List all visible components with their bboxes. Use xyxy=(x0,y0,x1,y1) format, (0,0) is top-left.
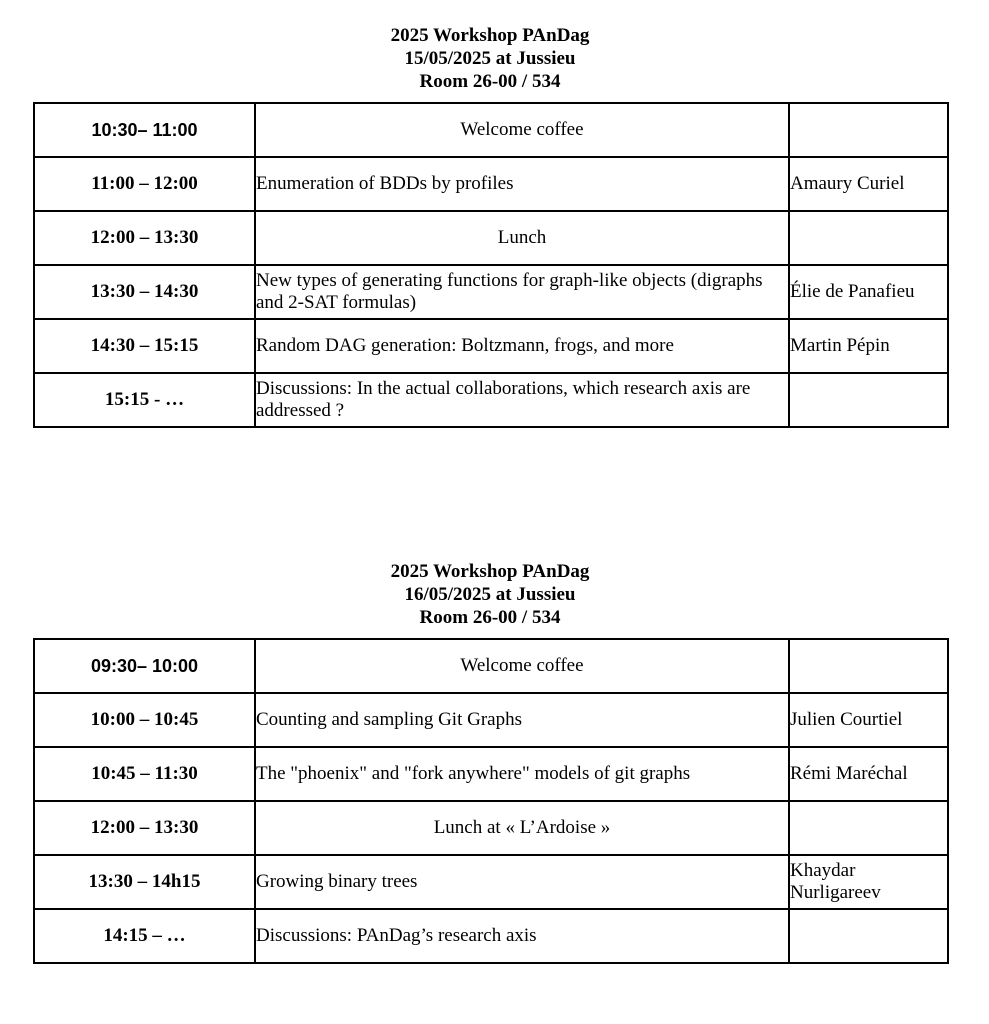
talk-title: Growing binary trees xyxy=(255,855,789,909)
talk-title: Discussions: PAnDag’s research axis xyxy=(255,909,789,963)
speaker-name: Khaydar Nurligareev xyxy=(789,855,948,909)
time-slot: 14:15 – … xyxy=(34,909,255,963)
talk-title: Discussions: In the actual collaborations, which research axis are addressed ? xyxy=(255,373,789,427)
table-row xyxy=(34,319,948,373)
speaker-name xyxy=(789,801,948,855)
time-slot: 10:00 – 10:45 xyxy=(34,693,255,747)
time-slot: 13:30 – 14h15 xyxy=(34,855,255,909)
time-slot: 10:30– 11:00 xyxy=(34,103,255,157)
talk-title: Enumeration of BDDs by profiles xyxy=(255,157,789,211)
speaker-name: Julien Courtiel xyxy=(789,693,948,747)
time-slot: 11:00 – 12:00 xyxy=(34,157,255,211)
schedule-table xyxy=(33,102,949,428)
time-slot: 09:30– 10:00 xyxy=(34,639,255,693)
table-row xyxy=(34,157,948,211)
session-title: Welcome coffee xyxy=(255,639,789,693)
session-title: Lunch at « L’Ardoise » xyxy=(255,801,789,855)
time-slot: 12:00 – 13:30 xyxy=(34,801,255,855)
schedule-heading xyxy=(33,560,947,629)
day-schedule-2 xyxy=(33,560,947,964)
table-row xyxy=(34,801,948,855)
time-slot: 12:00 – 13:30 xyxy=(34,211,255,265)
time-slot: 10:45 – 11:30 xyxy=(34,747,255,801)
table-row xyxy=(34,373,948,427)
table-row xyxy=(34,211,948,265)
speaker-name: Rémi Maréchal xyxy=(789,747,948,801)
speaker-name xyxy=(789,103,948,157)
session-title: Welcome coffee xyxy=(255,103,789,157)
day-schedule-1 xyxy=(33,24,947,428)
schedule-table xyxy=(33,638,949,964)
talk-title: New types of generating functions for graph-like objects (digraphs and 2-SAT formulas) xyxy=(255,265,789,319)
speaker-name: Amaury Curiel xyxy=(789,157,948,211)
speaker-name: Élie de Panafieu xyxy=(789,265,948,319)
schedule-heading xyxy=(33,24,947,93)
table-row xyxy=(34,693,948,747)
speaker-name xyxy=(789,373,948,427)
time-slot: 14:30 – 15:15 xyxy=(34,319,255,373)
workshop-room: Room 26-00 / 534 xyxy=(419,71,561,92)
table-row xyxy=(34,639,948,693)
table-row xyxy=(34,265,948,319)
workshop-room: Room 26-00 / 534 xyxy=(419,607,561,628)
table-row xyxy=(34,909,948,963)
speaker-name xyxy=(789,909,948,963)
workshop-date: 16/05/2025 at Jussieu xyxy=(404,584,576,605)
table-row xyxy=(34,103,948,157)
speaker-name xyxy=(789,639,948,693)
talk-title: Counting and sampling Git Graphs xyxy=(255,693,789,747)
table-row xyxy=(34,747,948,801)
talk-title: The "phoenix" and "fork anywhere" models of git graphs xyxy=(255,747,789,801)
table-row xyxy=(34,855,948,909)
speaker-name xyxy=(789,211,948,265)
speaker-name: Martin Pépin xyxy=(789,319,948,373)
time-slot: 15:15 - … xyxy=(34,373,255,427)
workshop-title: 2025 Workshop PAnDag xyxy=(390,25,590,46)
talk-title: Random DAG generation: Boltzmann, frogs, and more xyxy=(255,319,789,373)
workshop-title: 2025 Workshop PAnDag xyxy=(390,561,590,582)
time-slot: 13:30 – 14:30 xyxy=(34,265,255,319)
workshop-date: 15/05/2025 at Jussieu xyxy=(404,48,576,69)
session-title: Lunch xyxy=(255,211,789,265)
